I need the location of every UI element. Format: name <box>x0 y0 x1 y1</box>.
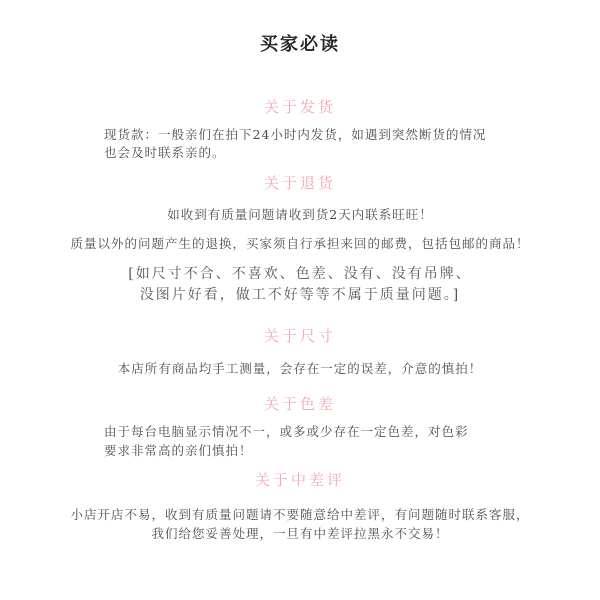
section-heading-returns: 关于退货 <box>263 174 336 192</box>
color-text-line-2: 要求非常高的亲们慎拍！ <box>104 443 253 458</box>
returns-text-line-1: 如收到有质量问题请收到货2天内联系旺旺！ <box>167 207 433 222</box>
shipping-text-line-1: 现货款：一般亲们在拍下24小时内发货，如遇到突然断货的情况 <box>104 127 487 142</box>
reviews-text-line-2: 我们给您妥善处理，一旦有中差评拉黑永不交易！ <box>151 526 449 541</box>
notice-title: 买家必读 <box>260 34 340 55</box>
shipping-text-line-2: 也会及时联系亲的。 <box>104 145 226 160</box>
section-heading-color: 关于色差 <box>263 395 336 413</box>
returns-text-line-3: [如尺寸不合、不喜欢、色差、没有、没有吊牌、 <box>128 266 472 282</box>
section-heading-size: 关于尺寸 <box>263 327 336 345</box>
section-heading-shipping: 关于发货 <box>263 98 336 116</box>
color-text-line-1: 由于每台电脑显示情况不一，或多或少存在一定色差，对色彩 <box>104 424 469 439</box>
returns-text-line-4: 没图片好看，做工不好等等不属于质量问题。] <box>139 287 461 303</box>
returns-text-line-2: 质量以外的问题产生的退换，买家须自行承担来回的邮费，包括包邮的商品！ <box>70 236 530 251</box>
size-text-line-1: 本店所有商品均手工测量，会存在一定的误差，介意的慎拍！ <box>117 361 483 376</box>
section-heading-reviews: 关于中差评 <box>254 471 345 489</box>
reviews-text-line-1: 小店开店不易，收到有质量问题请不要随意给中差评，有问题随时联系客服， <box>70 507 530 522</box>
